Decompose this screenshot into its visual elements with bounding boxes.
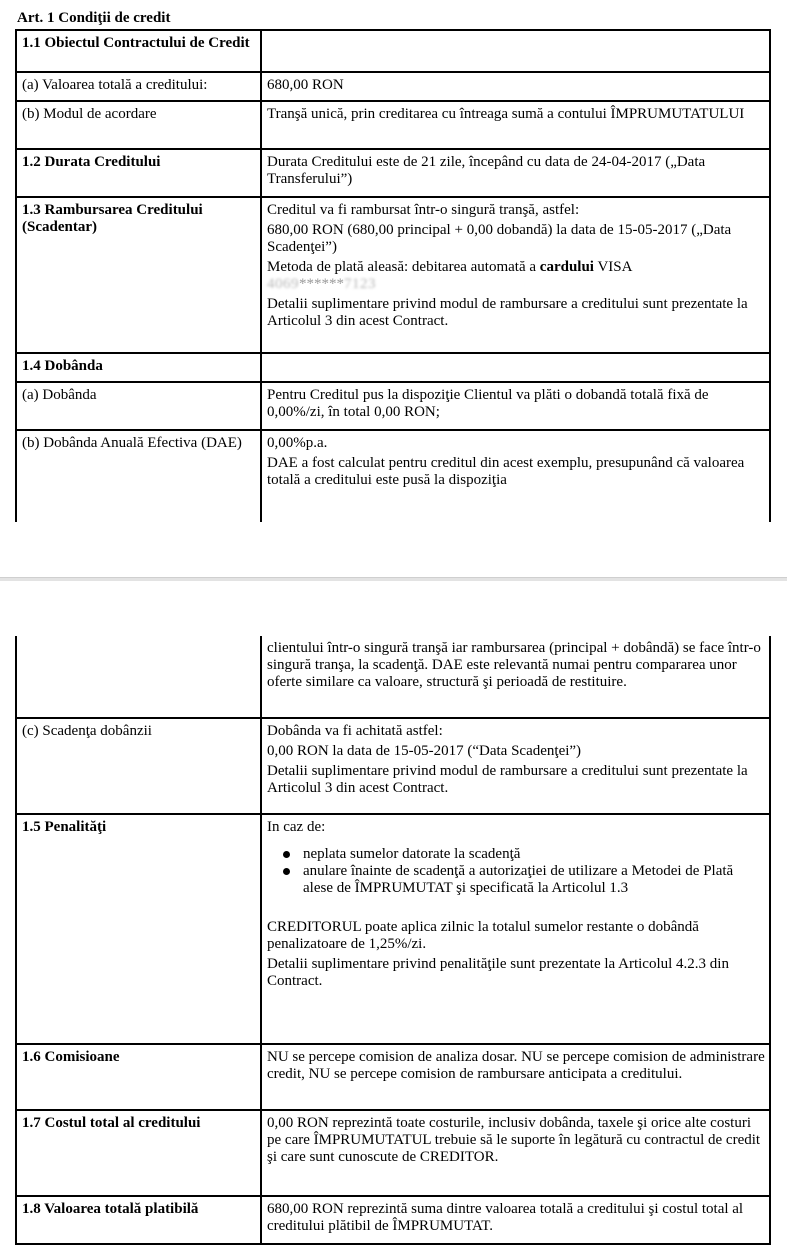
repayment-amount: 680,00 RON (680,00 principal + 0,00 dobandă) la data de 15-05-2017 („Data Scadenţei”) [267, 222, 732, 255]
table-row [16, 718, 770, 814]
penalty-rate: CREDITORUL poate aplica zilnic la totalul sumelor restante o dobândă penalizatoare de 1,25%/zi. [267, 919, 699, 952]
table-row [16, 1110, 770, 1196]
table-row [16, 72, 770, 101]
card-word: cardului [539, 259, 594, 275]
row-label: (b) Dobânda Anuală Efectiva (DAE) [16, 430, 261, 522]
card-brand: VISA [597, 259, 633, 275]
row-content: 680,00 RON [261, 72, 770, 101]
row-label: (c) Scadenţa dobânzii [16, 718, 261, 814]
penalty-details: Detalii suplimentare privind penalităţile sunt prezentate la Articolul 4.2.3 din Contract. [267, 956, 729, 989]
row-content: 680,00 RON reprezintă suma dintre valoarea totală a creditului şi costul total al creditului plătibil de ÎMPRUMUTAT. [261, 1196, 770, 1244]
repayment-details: Detalii suplimentare privind modul de rambursare a creditului sunt prezentate la Articolul 3 din acest Contract. [267, 296, 748, 329]
row-label: 1.5 Penalităţi [16, 814, 261, 1044]
table-row [16, 814, 770, 1044]
row-content [261, 718, 770, 814]
row-label: 1.2 Durata Creditului [16, 149, 261, 197]
row-content [261, 30, 770, 72]
card-number-prefix: 4069 [267, 276, 299, 292]
row-label: 1.3 Rambursarea Creditului (Scadentar) [16, 197, 261, 353]
payment-method-text: Metoda de plată aleasă: debitarea automată a [267, 259, 537, 275]
row-content [261, 353, 770, 382]
payment-method [267, 259, 765, 293]
page-break-divider [0, 577, 787, 581]
penalty-intro: In caz de: [267, 819, 326, 835]
credit-conditions-table [15, 29, 771, 522]
row-label: 1.4 Dobânda [16, 353, 261, 382]
table-row [16, 1044, 770, 1110]
table-row [16, 149, 770, 197]
row-content [261, 814, 770, 1044]
row-content: NU se percepe comision de analiza dosar. NU se percepe comision de administrare credit, NU se percepe comision de rambursare anticipata a creditului. [261, 1044, 770, 1110]
interest-line: Dobânda va fi achitată astfel: [267, 723, 443, 739]
list-item: neplata sumelor datorate la scadenţă [303, 846, 765, 863]
card-number-mask: ****** [299, 276, 344, 292]
card-number-suffix: 7123 [344, 276, 376, 292]
row-content: clientului într-o singură tranşă iar rambursarea (principal + dobândă) se face într-o singură tranşa, la scadenţă. DAE este relevantă numai pentru compararea unor oferte similare ca valoare, structură şi perioadă de restituire. [261, 636, 770, 718]
table-row [16, 636, 770, 718]
dae-value: 0,00%p.a. [267, 435, 328, 451]
table-row [16, 197, 770, 353]
interest-details: Detalii suplimentare privind modul de rambursare a creditului sunt prezentate la Articolul 3 din acest Contract. [267, 763, 748, 796]
row-label: (a) Valoarea totală a creditului: [16, 72, 261, 101]
row-content: Tranşă unică, prin creditarea cu întreaga sumă a contului ÎMPRUMUTATULUI [261, 101, 770, 149]
row-label: (b) Modul de acordare [16, 101, 261, 149]
repayment-line: Creditul va fi rambursat într-o singură tranşă, astfel: [267, 202, 580, 218]
dae-explanation: DAE a fost calculat pentru creditul din acest exemplu, presupunând că valoarea totală a creditului este pusă la dispoziţia [267, 455, 745, 488]
list-item: anulare înainte de scadenţă a autorizaţiei de utilizare a Metodei de Plată alese de ÎMPRUMUTAT şi specificată la Articolul 1.3 [303, 863, 765, 897]
article-title: Art. 1 Condiţii de credit [17, 10, 171, 26]
penalty-cases-list [267, 846, 765, 897]
table-row [16, 1196, 770, 1244]
row-content: Durata Creditului este de 21 zile, începând cu data de 24-04-2017 („Data Transferului”) [261, 149, 770, 197]
table-row [16, 430, 770, 522]
row-label: 1.7 Costul total al creditului [16, 1110, 261, 1196]
table-row [16, 30, 770, 72]
row-label [16, 636, 261, 718]
table-row [16, 101, 770, 149]
row-content [261, 197, 770, 353]
document-page-1 [0, 0, 787, 522]
row-content [261, 430, 770, 522]
credit-conditions-table-continued [15, 636, 771, 1245]
interest-amount: 0,00 RON la data de 15-05-2017 (“Data Scadenţei”) [267, 743, 582, 759]
table-row [16, 353, 770, 382]
row-label: 1.1 Obiectul Contractului de Credit [16, 30, 261, 72]
table-row [16, 382, 770, 430]
row-label: 1.6 Comisioane [16, 1044, 261, 1110]
row-content: 0,00 RON reprezintă toate costurile, inclusiv dobânda, taxele şi orice alte costuri pe care ÎMPRUMUTATUL trebuie să le suporte în legătură cu contractul de credit şi care sunt cunoscute de CREDITOR. [261, 1110, 770, 1196]
row-label: 1.8 Valoarea totală platibilă [16, 1196, 261, 1244]
document-page-2 [0, 636, 787, 1253]
row-content: Pentru Creditul pus la dispoziţie Clientul va plăti o dobandă totală fixă de 0,00%/zi, în total 0,00 RON; [261, 382, 770, 430]
row-label: (a) Dobânda [16, 382, 261, 430]
